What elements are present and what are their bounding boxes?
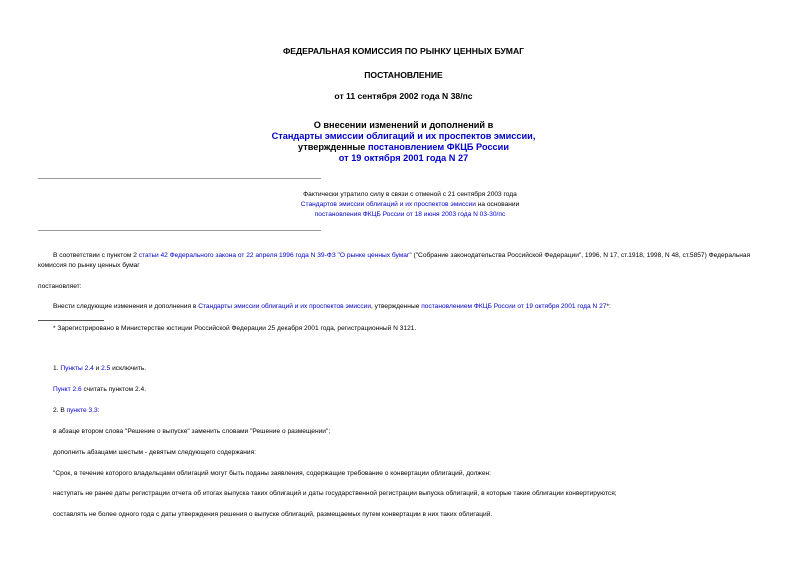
preamble-text-2: ("Собрание законодательства Российской Федерации", 1996, N 17, ст.1918, 1998, N 48, ст.5857) Федеральная комиссия по рынку ценных бумаг (38, 252, 751, 269)
resolution-date-link[interactable]: от 19 октября 2001 года N 27 (338, 153, 469, 163)
subject-line-1: О внесении изменений и дополнений в (313, 120, 494, 130)
securities-law-link[interactable]: статьи 42 Федерального закона от 22 апреля 1996 года N 39-ФЗ "О рынке ценных бумаг" (138, 252, 412, 259)
clause-3-3-link[interactable]: пункте 3.3 (66, 407, 98, 414)
status-note-line-1: Фактически утратило силу в связи с отменой с 21 сентября 2003 года (303, 191, 517, 198)
amendment-paragraph-1: в абзаце втором слова "Решение о выпуске" заменить словами "Решение о размещении"; (53, 428, 331, 435)
intro-paragraph (38, 302, 773, 312)
intro-standards-link[interactable]: Стандарты эмиссии облигаций и их проспектов эмиссии (198, 303, 371, 310)
item-2-prefix: 2. В (53, 407, 67, 414)
item-2 (38, 406, 773, 416)
intro-resolution-link[interactable]: постановлением ФКЦБ России от 19 октября 2001 года N 27 (421, 303, 607, 310)
item-1-text: исключить. (110, 365, 147, 372)
preamble-paragraph (38, 251, 773, 271)
footnote: * Зарегистрировано в Министерстве юстиции Российской Федерации 25 декабря 2001 года, регистрационный N 3121. (53, 325, 417, 332)
resolution-link[interactable]: постановлением ФКЦБ России (367, 142, 509, 152)
status-resolution-link[interactable]: постановления ФКЦБ России от 18 июня 2003 года N 03-30/пс (314, 211, 506, 218)
item-1-number: 1. (53, 365, 61, 372)
intro-text-2: , утвержденные (371, 303, 422, 310)
preamble-text-1: В соответствии с пунктом 2 (53, 252, 139, 259)
approved-by-text: утвержденные (298, 142, 368, 152)
intro-text-3: *: (606, 303, 611, 310)
amendment-paragraph-4: наступать не ранее даты регистрации отчета об итогах выпуска таких облигаций и даты государственной регистрации выпуска облигаций, в которые такие облигации конвертируются; (53, 490, 617, 497)
item-1-and: и (93, 365, 102, 372)
commission-title: ФЕДЕРАЛЬНАЯ КОМИССИЯ ПО РЫНКУ ЦЕННЫХ БУМАГ (282, 46, 525, 56)
status-on-basis-text: на основании (475, 201, 520, 208)
subject-line-2 (0, 131, 807, 142)
document-type: ПОСТАНОВЛЕНИЕ (364, 70, 443, 80)
item-1-renumber-text: считать пунктом 2.4. (81, 386, 147, 393)
clause-2-5-link[interactable]: 2.5 (101, 365, 111, 372)
status-note-line-2 (200, 200, 620, 210)
footnote-separator (38, 320, 104, 321)
status-standards-link[interactable]: Стандартов эмиссии облигаций и их проспектов эмиссии (300, 201, 476, 208)
standards-link[interactable]: Стандарты эмиссии облигаций и их проспектов эмиссии, (271, 131, 536, 141)
document-date-number: от 11 сентября 2002 года N 38/пс (334, 91, 473, 101)
intro-text-1: Внести следующие изменения и дополнения в (53, 303, 199, 310)
status-note (200, 190, 620, 220)
amendment-paragraph-2: дополнить абзацами шестым - девятым следующего содержания: (53, 449, 257, 456)
clause-2-6-link[interactable]: Пункт 2.6 (53, 386, 82, 393)
subject-line-3 (0, 142, 807, 153)
amendment-paragraph-3: "Срок, в течение которого владельцами облигаций могут быть поданы заявления, содержащие требование о конвертации облигаций, должен: (53, 470, 491, 477)
amendment-paragraph-5: составлять не более одного года с даты утверждения решения о выпуске облигаций, размещаемых путем конвертации в них таких облигаций. (53, 511, 493, 518)
item-1 (38, 364, 773, 374)
decrees-line: постановляет: (38, 283, 82, 290)
subject-line-4 (0, 153, 807, 164)
separator-1 (38, 178, 321, 179)
document-subject (0, 120, 807, 164)
item-2-colon: : (97, 407, 100, 414)
separator-2 (38, 230, 321, 231)
item-1-renumber (38, 385, 773, 395)
clause-2-4-link[interactable]: Пункты 2.4 (60, 365, 94, 372)
status-note-line-3 (200, 210, 620, 220)
